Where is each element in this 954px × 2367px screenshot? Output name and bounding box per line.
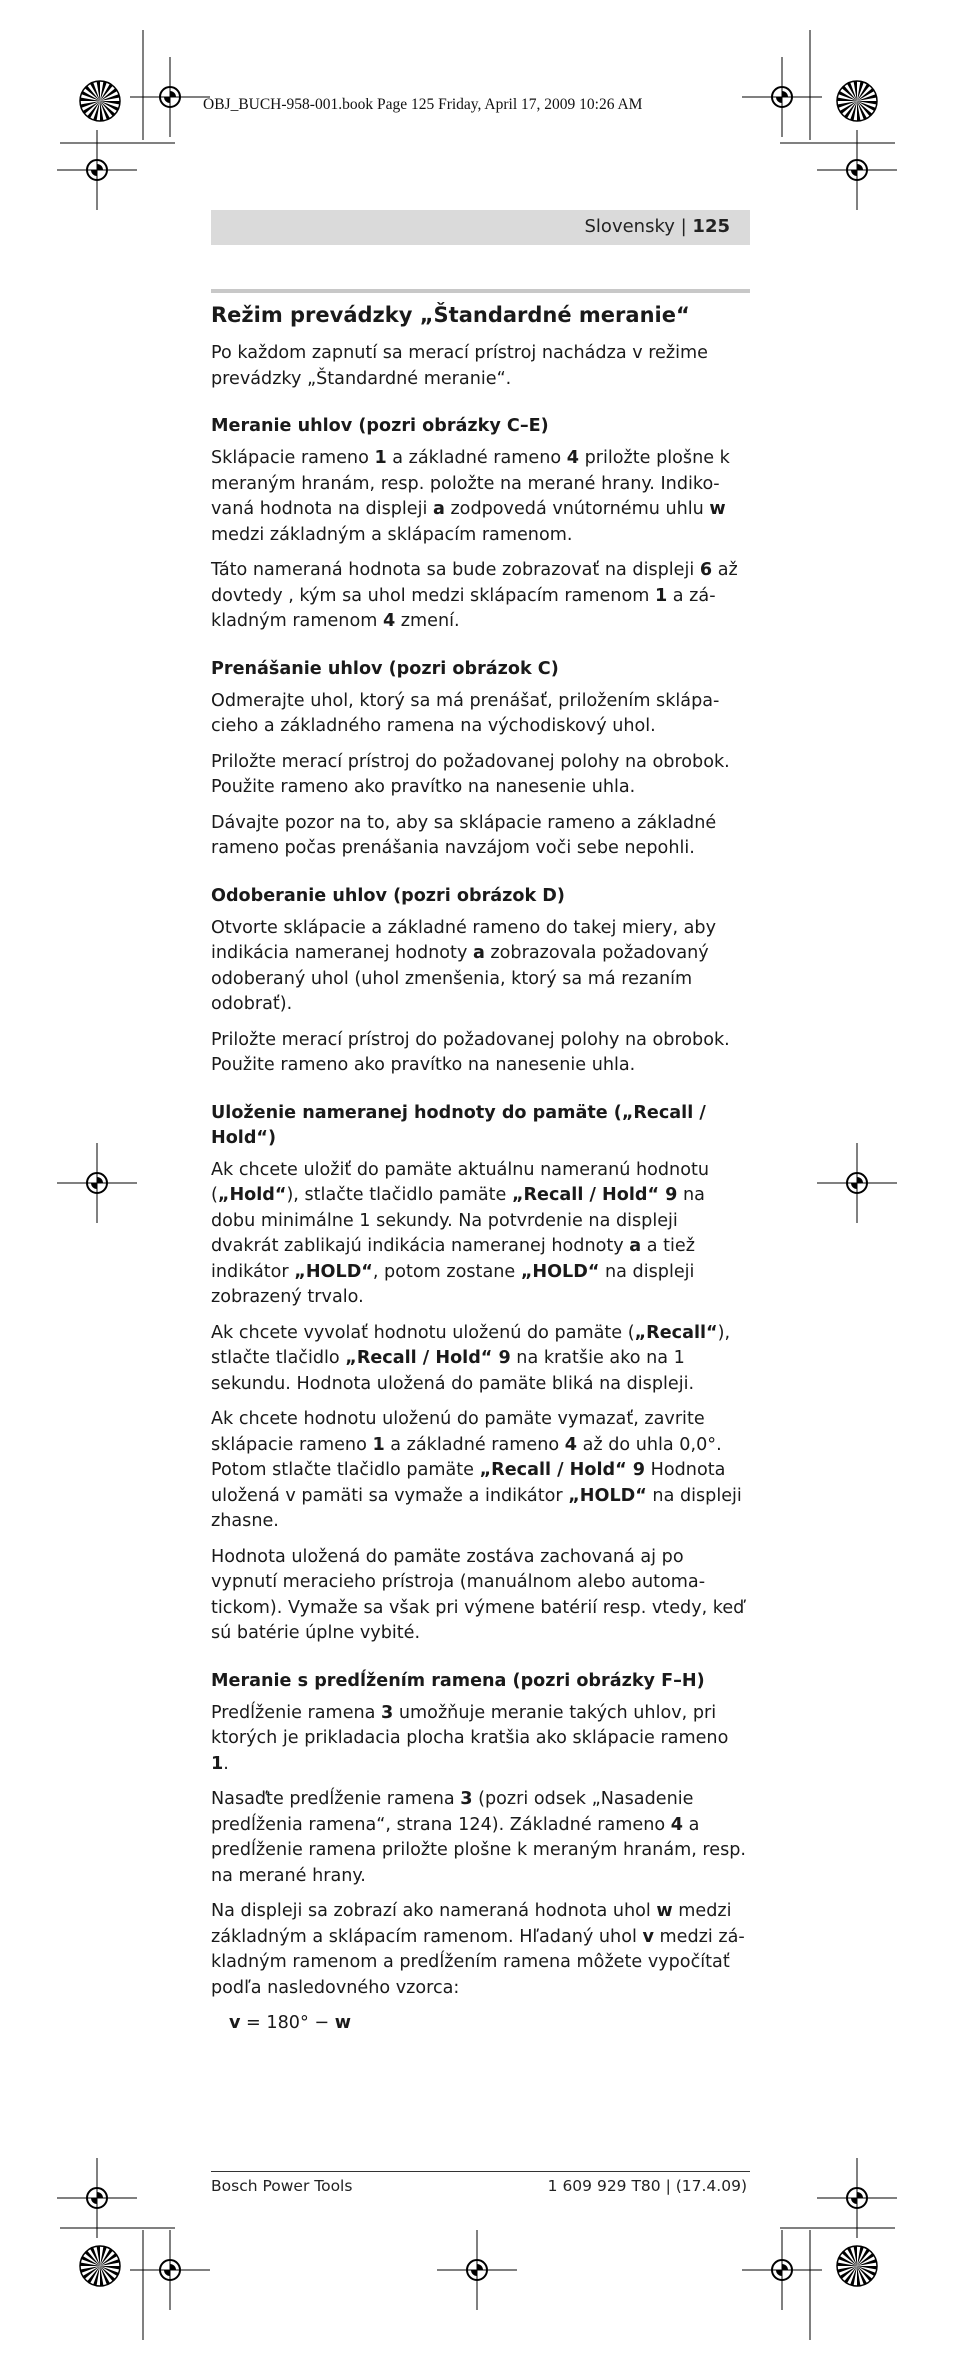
crosshair-bottom-center — [437, 2230, 517, 2310]
text-run: až dovtedy , kým sa uhol medzi sklápacím ramenom — [211, 560, 738, 606]
text-run: = 180° − — [240, 2013, 335, 2033]
text-run: Odoberanie uhlov (pozri obrázok D) — [211, 885, 565, 906]
text-run: Uloženie nameranej hodnoty do pamäte („Recall / Hold“) — [211, 1102, 706, 1148]
paragraph — [211, 1899, 750, 2001]
text-run: umožňuje meranie takých uhlov, pri ktorých je prikladacia plocha kratšia ako sklápacie rameno — [211, 1702, 729, 1748]
bold-text: w — [656, 1901, 673, 1921]
text-run: Meranie uhlov (pozri obrázky C–E) — [211, 416, 549, 436]
bold-text: 3 — [460, 1789, 473, 1809]
bold-text: 1 — [374, 448, 387, 468]
text-run: Táto nameraná hodnota sa bude zobrazovať na displeji — [211, 560, 700, 580]
paragraph — [211, 1158, 750, 1311]
paragraph — [211, 689, 750, 740]
text-run: na kratšie ako na 1 sekundu. Hodnota uložená do pamäte bliká na displeji. — [211, 1348, 695, 1394]
bold-text: „Recall / Hold“ 9 — [479, 1460, 646, 1480]
paragraph — [211, 1787, 750, 1889]
text-run: na displeji zobrazený trvalo. — [211, 1261, 695, 1307]
text-run: a základné rameno — [384, 1434, 565, 1455]
starburst-bottom-right — [837, 2246, 877, 2286]
text-run: Ak chcete uložiť do pamäte aktuálnu nameranú hodnotu ( — [211, 1159, 710, 1205]
footer-doc-number: 1 609 929 T80 | (17.4.09) — [547, 2177, 747, 2195]
bold-text: 1 — [211, 1753, 224, 1774]
crosshair-bottom-left — [130, 2230, 210, 2310]
text-run: Dávajte pozor na to, aby sa sklápacie rameno a základné rameno počas prenášania navzájom voči sebe nepohli. — [211, 812, 717, 858]
bold-text: „Recall / Hold“ 9 — [511, 1185, 678, 1205]
bold-text: a — [629, 1236, 642, 1256]
text-run: Režim prevádzky „Štandardné meranie“ — [211, 303, 690, 327]
text-run: Prenášanie uhlov (pozri obrázok C) — [211, 658, 559, 679]
text-run: priložte plošne k meraným hranám, resp. položte na merané hrany. Indikovaná hodnota na displeji — [211, 448, 730, 519]
bold-text: „HOLD“ — [568, 1485, 647, 1506]
text-run: Po každom zapnutí sa merací prístroj nachádza v režime prevádzky „Štandardné meranie“. — [211, 343, 708, 389]
crosshair-left-lower — [57, 2158, 137, 2238]
footer-rule — [211, 2171, 750, 2172]
bold-text: „Recall / Hold“ 9 — [345, 1348, 511, 1368]
starburst-top-right — [837, 81, 877, 121]
text-run: Ak chcete hodnotu uloženú do pamäte vymazať, zavrite sklápacie rameno — [211, 1409, 705, 1455]
text-run: na dobu minimálne 1 sekundy. Na potvrdenie na displeji dvakrát zablikajú indikácia nameranej hodnoty — [211, 1185, 705, 1256]
page-number: 125 — [692, 216, 730, 237]
text-run: Hodnota uložená do pamäte zostáva zachovaná aj po vypnutí meracieho prístroja (manuálnom alebo automatickom). Vymaže sa však pri výmene batérií resp. vtedy, keď sú batérie úplne vybité. — [211, 1546, 745, 1643]
formula — [229, 2011, 750, 2037]
paragraph — [211, 916, 750, 1018]
text-run: , potom zostane — [372, 1261, 521, 1282]
bold-text: 4 — [670, 1814, 683, 1835]
header-label — [585, 216, 731, 237]
crosshair-top-left — [130, 57, 210, 137]
text-run: (pozri odsek „Nasadenie predĺženia ramena“, strana 124). Základné rameno — [211, 1789, 694, 1835]
bold-text: v — [642, 1926, 654, 1947]
print-info-line: OBJ_BUCH-958-001.book Page 125 Friday, April 17, 2009 10:26 AM — [203, 96, 643, 113]
text-run: zobrazovala požadovaný odoberaný uhol (uhol zmenšenia, ktorý sa má rezaním odobrať). — [211, 943, 709, 1014]
bold-text: „Hold“ — [217, 1185, 287, 1205]
paragraph — [211, 341, 750, 392]
crosshair-right-middle — [817, 1143, 897, 1223]
bold-text: a — [472, 943, 485, 963]
paragraph — [211, 1701, 750, 1778]
bold-text: 1 — [654, 585, 668, 606]
subsection-heading — [211, 414, 750, 439]
starburst-bottom-left — [80, 2246, 120, 2286]
text-run: na displeji zhasne. — [211, 1485, 742, 1531]
bold-text: „HOLD“ — [520, 1261, 600, 1282]
paragraph — [211, 811, 750, 862]
text-flow — [211, 301, 750, 2037]
text-run: Na displeji sa zobrazí ako nameraná hodnota uhol — [211, 1901, 657, 1921]
paragraph — [211, 1321, 750, 1398]
text-run: medzi základným ramenom a predĺžením ramena môžete vypočítať podľa nasledovného vzorca: — [211, 1926, 745, 1998]
text-run: a základným ramenom — [211, 585, 716, 631]
header-language: Slovensky | — [584, 216, 687, 237]
bold-text: 4 — [564, 1434, 577, 1455]
bold-text: v — [229, 2013, 241, 2033]
text-run: Odmerajte uhol, ktorý sa má prenášať, priložením sklápacieho a základného ramena na východiskový uhol. — [211, 690, 720, 736]
text-run: ), stlačte tlačidlo — [211, 1322, 731, 1368]
bold-text: 3 — [381, 1702, 394, 1723]
text-run: Predĺženie ramena — [211, 1702, 382, 1723]
crosshair-right-lower — [817, 2158, 897, 2238]
text-run: Priložte merací prístroj do požadovanej polohy na obrobok. Použite rameno ako pravítko na nanesenie uhla. — [211, 1029, 730, 1075]
text-run: ), stlačte tlačidlo pamäte — [286, 1185, 512, 1205]
bold-text: w — [709, 499, 726, 519]
text-run: Sklápacie rameno — [211, 448, 375, 468]
bold-text: „HOLD“ — [294, 1261, 373, 1282]
text-run: a základné rameno — [386, 448, 567, 468]
text-run: Hodnota uložená v pamäti sa vymaže a indikátor — [211, 1460, 726, 1506]
text-run: medzi základným a sklápacím ramenom. — [211, 524, 573, 545]
bold-text: 6 — [699, 560, 713, 580]
bold-text: 4 — [566, 448, 580, 468]
section-rule — [211, 289, 750, 293]
text-run: Nasaďte predĺženie ramena — [211, 1789, 461, 1809]
text-run: Otvorte sklápacie a základné rameno do takej miery, aby indikácia nameranej hodnoty — [211, 917, 717, 963]
subsection-heading — [211, 884, 750, 909]
paragraph — [211, 1545, 750, 1647]
text-run: . — [223, 1753, 229, 1774]
bold-text: w — [334, 2013, 351, 2033]
crosshair-left-upper — [57, 130, 137, 210]
text-run: medzi základným a sklápacím ramenom. Hľadaný uhol — [211, 1901, 732, 1947]
bold-text: 1 — [372, 1434, 385, 1455]
paragraph — [211, 750, 750, 801]
text-run: zmení. — [395, 611, 460, 631]
paragraph — [211, 1028, 750, 1079]
text-run: a tiež indikátor — [211, 1236, 695, 1282]
footer-brand: Bosch Power Tools — [211, 2177, 353, 2195]
text-run: Ak chcete vyvolať hodnotu uloženú do pamäte ( — [211, 1322, 635, 1343]
page-header — [211, 210, 750, 245]
paragraph — [211, 446, 750, 548]
subsection-heading — [211, 1101, 750, 1151]
document-body — [211, 289, 750, 2047]
section-title — [211, 301, 750, 330]
paragraph — [211, 558, 750, 635]
bold-text: a — [432, 499, 445, 519]
bold-text: 4 — [382, 611, 396, 631]
text-run: zodpovedá vnútornému uhlu — [444, 499, 710, 519]
starburst-top-left — [80, 81, 120, 121]
text-run: Meranie s predĺžením ramena (pozri obrázky F–H) — [211, 1670, 705, 1691]
crosshair-left-middle — [57, 1143, 137, 1223]
subsection-heading — [211, 657, 750, 682]
crosshair-right-upper — [817, 130, 897, 210]
subsection-heading — [211, 1669, 750, 1694]
text-run: až do uhla 0,0°. Potom stlačte tlačidlo pamäte — [211, 1434, 722, 1480]
paragraph — [211, 1407, 750, 1535]
text-run: Priložte merací prístroj do požadovanej polohy na obrobok. Použite rameno ako pravítko na nanesenie uhla. — [211, 751, 730, 797]
text-run: a predĺženie ramena priložte plošne k meraným hranám, resp. na merané hrany. — [211, 1814, 747, 1886]
bold-text: „Recall“ — [634, 1322, 718, 1343]
